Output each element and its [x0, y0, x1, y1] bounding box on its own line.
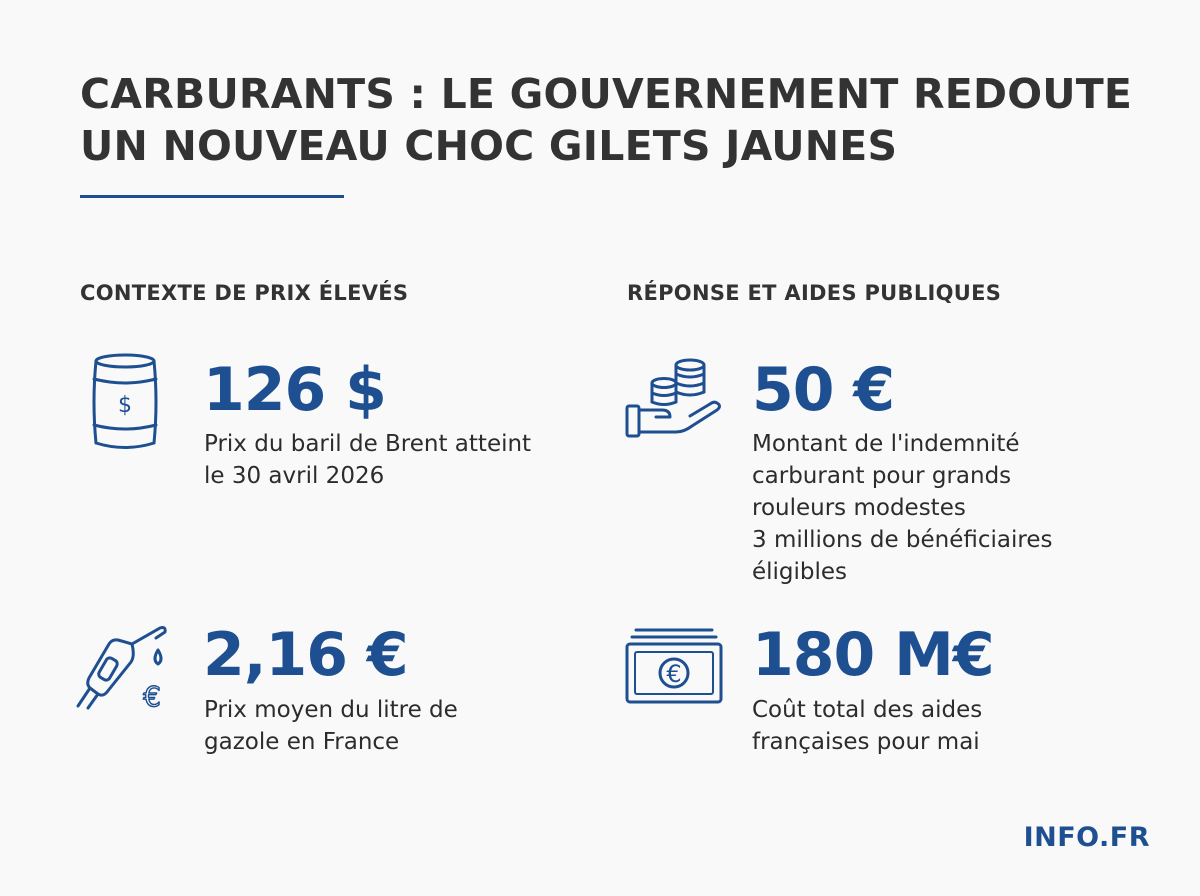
- stat-desc-allowance: [752, 428, 1052, 588]
- desc-line: éligibles: [752, 559, 848, 585]
- svg-text:€: €: [143, 680, 161, 713]
- stat-value-allowance: 50 €: [752, 355, 895, 425]
- hand-coins-icon: [624, 356, 724, 449]
- desc-line: françaises pour mai: [752, 729, 980, 755]
- fuel-nozzle-icon: [72, 622, 176, 719]
- desc-line: gazole en France: [204, 729, 400, 755]
- desc-line: Prix moyen du litre de: [204, 697, 458, 723]
- stat-desc-total-cost: [752, 694, 982, 758]
- desc-line: Montant de l'indemnité: [752, 431, 1020, 457]
- banknotes-icon: [624, 626, 724, 713]
- desc-line: Prix du baril de Brent atteint: [204, 431, 532, 457]
- desc-line: 3 millions de bénéficiaires: [752, 527, 1053, 553]
- section-heading-context: CONTEXTE DE PRIX ÉLEVÉS: [80, 281, 409, 305]
- brand-logo: INFO.FR: [1023, 822, 1150, 853]
- section-heading-response: RÉPONSE ET AIDES PUBLIQUES: [627, 281, 1002, 305]
- stat-desc-brent: [204, 428, 531, 492]
- desc-line: carburant pour grands: [752, 463, 1012, 489]
- oil-barrel-icon: [88, 352, 162, 457]
- page-title: [80, 68, 1140, 172]
- stat-value-diesel: 2,16 €: [203, 620, 408, 690]
- desc-line: Coût total des aides: [752, 697, 983, 723]
- desc-line: le 30 avril 2026: [204, 463, 385, 489]
- title-line-2: UN NOUVEAU CHOC GILETS JAUNES: [80, 122, 898, 170]
- title-underline: [80, 195, 344, 198]
- stat-desc-diesel: [204, 694, 458, 758]
- svg-text:€: €: [666, 660, 682, 688]
- svg-text:$: $: [118, 393, 132, 418]
- title-line-1: CARBURANTS : LE GOUVERNEMENT REDOUTE: [80, 70, 1133, 118]
- stat-value-total-cost: 180 M€: [752, 620, 994, 690]
- stat-value-brent: 126 $: [203, 355, 386, 425]
- desc-line: rouleurs modestes: [752, 495, 966, 521]
